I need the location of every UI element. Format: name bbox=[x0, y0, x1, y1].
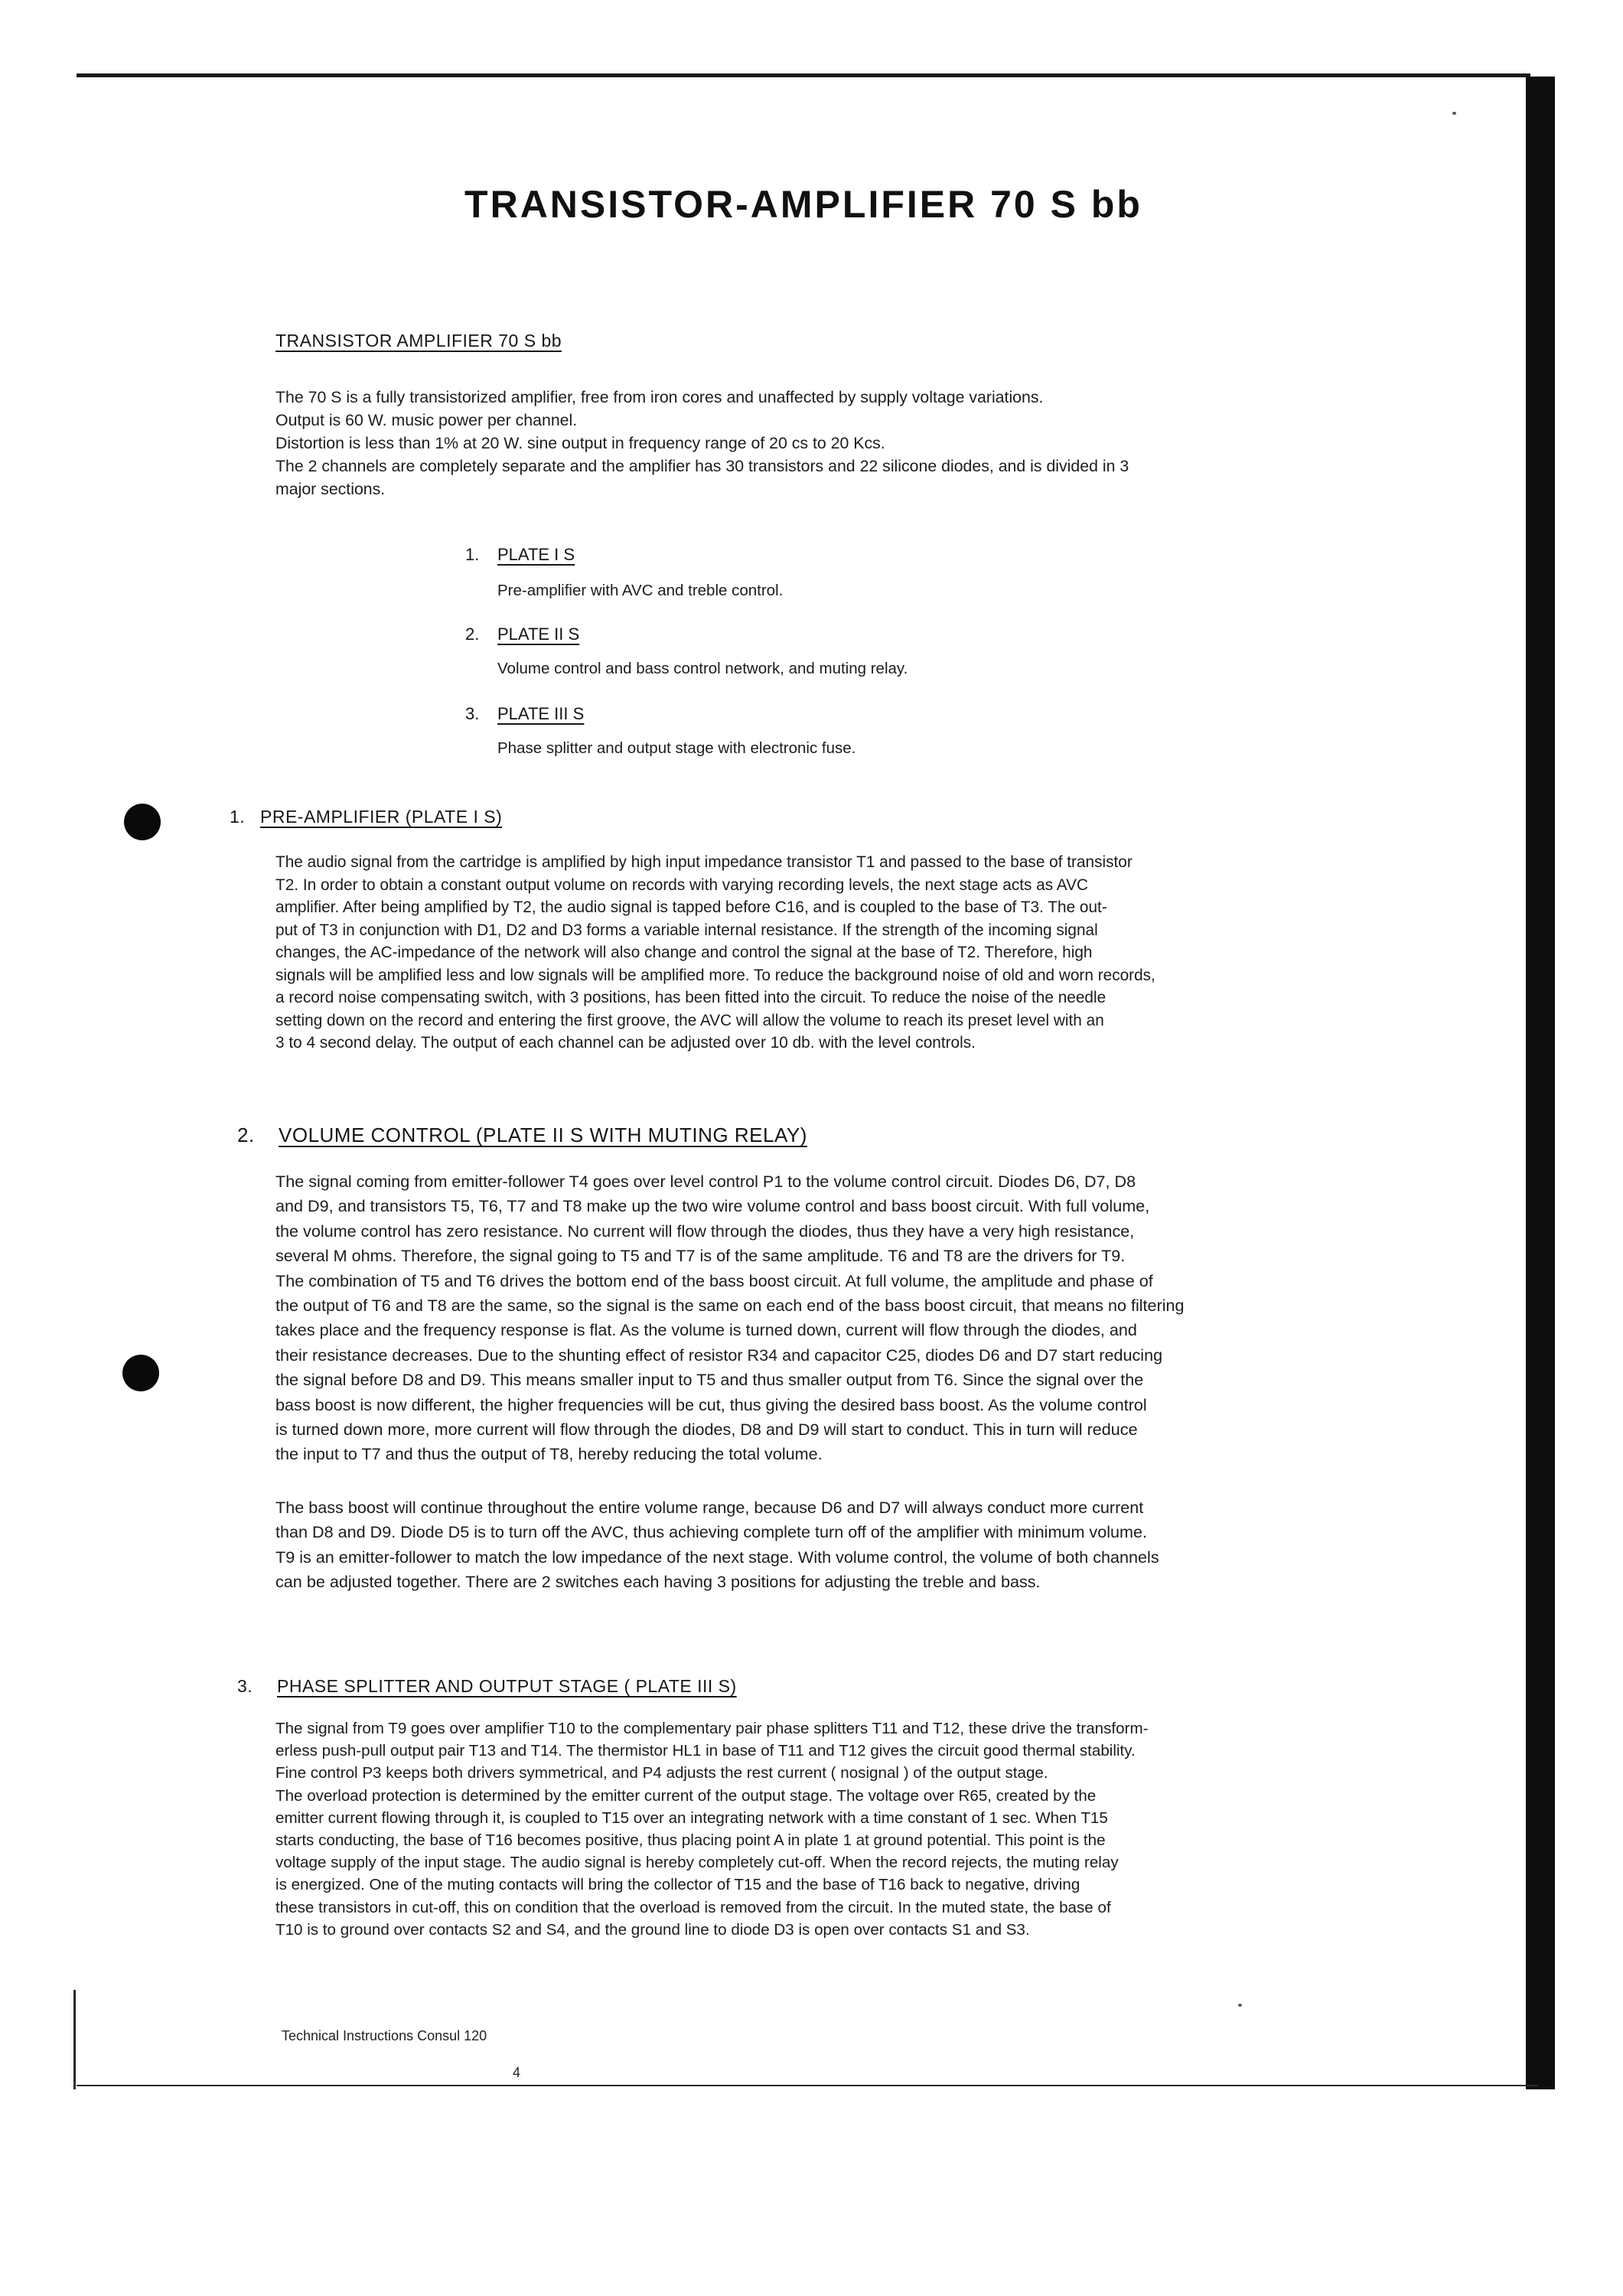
plate-item-3 bbox=[465, 704, 584, 724]
plate-title: PLATE II S bbox=[497, 625, 580, 644]
text-line: voltage supply of the input stage. The audio signal is hereby completely cut-off. When the record rejects, the muting relay bbox=[275, 1854, 1119, 1872]
section-number: 3. bbox=[237, 1676, 253, 1696]
text-line: put of T3 in conjunction with D1, D2 and D3 forms a variable internal resistance. If the strength of the incoming signal bbox=[275, 921, 1098, 939]
intro-heading bbox=[275, 331, 562, 351]
text-line: The audio signal from the cartridge is amplified by high input impedance transistor T1 and passed to the base of transistor bbox=[275, 853, 1133, 871]
section-heading-text: PRE-AMPLIFIER (PLATE I S) bbox=[260, 807, 503, 827]
plate-number: 1. bbox=[465, 545, 480, 564]
text-line: The 2 channels are completely separate and the amplifier has 30 transistors and 22 silicone diodes, and is divided in 3 bbox=[275, 457, 1129, 475]
left-scan-mark bbox=[73, 1990, 76, 2089]
text-line: these transistors in cut-off, this on condition that the overload is removed from the circuit. In the muted state, the base of bbox=[275, 1898, 1111, 1916]
plate-number: 2. bbox=[465, 625, 480, 644]
bottom-border-line bbox=[77, 2085, 1538, 2086]
section-heading-volume-control bbox=[237, 1124, 807, 1147]
punch-hole-bottom bbox=[122, 1355, 159, 1391]
text-line: The signal from T9 goes over amplifier T10 to the complementary pair phase splitters T11 and T12, these drive the transform- bbox=[275, 1720, 1149, 1737]
plate-item-2 bbox=[465, 625, 579, 644]
plate-description: Phase splitter and output stage with electronic fuse. bbox=[497, 739, 856, 757]
section-heading-text: PHASE SPLITTER AND OUTPUT STAGE ( PLATE III S) bbox=[277, 1676, 737, 1696]
text-line: Fine control P3 keeps both drivers symmetrical, and P4 adjusts the rest current ( nosignal ) of the output stage. bbox=[275, 1764, 1048, 1782]
text-line: several M ohms. Therefore, the signal going to T5 and T7 is of the same amplitude. T6 and T8 are the drivers for T9. bbox=[275, 1246, 1126, 1266]
text-line: erless push-pull output pair T13 and T14. The thermistor HL1 in base of T11 and T12 gives the circuit good thermal stability. bbox=[275, 1742, 1136, 1760]
text-line: bass boost is now different, the higher frequencies will be cut, thus giving the desired bass boost. As the volume control bbox=[275, 1394, 1147, 1414]
text-line: Distortion is less than 1% at 20 W. sine output in frequency range of 20 cs to 20 Kcs. bbox=[275, 434, 885, 452]
text-line: amplifier. After being amplified by T2, the audio signal is tapped before C16, and is coupled to the base of T3. The out- bbox=[275, 899, 1107, 916]
text-line: emitter current flowing through it, is coupled to T15 over an integrating network with a time constant of 1 sec. When T15 bbox=[275, 1808, 1108, 1827]
plate-item-1 bbox=[465, 545, 575, 565]
text-line: a record noise compensating switch, with 3 positions, has been fitted into the circuit. To reduce the noise of the needle bbox=[275, 989, 1106, 1006]
text-line: T2. In order to obtain a constant output volume on records with varying recording levels, the next stage acts as AVC bbox=[275, 876, 1088, 894]
text-line: than D8 and D9. Diode D5 is to turn off the AVC, thus achieving complete turn off of the amplifier with minimum volume. bbox=[275, 1522, 1148, 1542]
page-number: 4 bbox=[513, 2065, 521, 2080]
plate-description: Volume control and bass control network, and muting relay. bbox=[497, 660, 908, 677]
section-heading-pre-amplifier bbox=[230, 807, 502, 827]
text-line: T9 is an emitter-follower to match the low impedance of the next stage. With volume control, the volume of both channels bbox=[275, 1547, 1159, 1567]
text-line: the input to T7 and thus the output of T8, hereby reducing the total volume. bbox=[275, 1444, 823, 1464]
text-line: can be adjusted together. There are 2 switches each having 3 positions for adjusting the treble and bass. bbox=[275, 1572, 1041, 1592]
text-line: 3 to 4 second delay. The output of each channel can be adjusted over 10 db. with the level controls. bbox=[275, 1034, 976, 1052]
plate-description: Pre-amplifier with AVC and treble control. bbox=[497, 582, 784, 599]
text-line: Output is 60 W. music power per channel. bbox=[275, 411, 578, 429]
section-paragraph bbox=[275, 1717, 1458, 1941]
text-line: The 70 S is a fully transistorized amplifier, free from iron cores and unaffected by supply voltage variations. bbox=[275, 388, 1044, 406]
text-line: changes, the AC-impedance of the network will also change and control the signal at the base of T2. Therefore, high bbox=[275, 944, 1093, 961]
text-line: and D9, and transistors T5, T6, T7 and T8 make up the two wire volume control and bass boost circuit. With full volume, bbox=[275, 1196, 1150, 1216]
section-paragraph bbox=[275, 1495, 1454, 1595]
document-footer: Technical Instructions Consul 120 bbox=[282, 2028, 487, 2043]
text-line: is energized. One of the muting contacts will bring the collector of T15 and the base of T16 back to negative, driving bbox=[275, 1876, 1080, 1894]
section-number: 1. bbox=[230, 807, 246, 827]
text-line: their resistance decreases. Due to the shunting effect of resistor R34 and capacitor C25, diodes D6 and D7 start reducing bbox=[275, 1345, 1163, 1365]
plate-number: 3. bbox=[465, 704, 480, 723]
text-line: starts conducting, the base of T16 becomes positive, thus placing point A in plate 1 at ground potential. This point is the bbox=[275, 1831, 1106, 1850]
section-paragraph bbox=[275, 1169, 1454, 1467]
section-heading-phase-splitter bbox=[237, 1676, 737, 1697]
text-line: The combination of T5 and T6 drives the bottom end of the bass boost circuit. At full volume, the amplitude and phase of bbox=[275, 1270, 1153, 1290]
text-line: the output of T6 and T8 are the same, so the signal is the same on each end of the bass boost circuit, that means no filtering bbox=[275, 1296, 1185, 1316]
text-line: setting down on the record and entering the first groove, the AVC will allow the volume to reach its preset level with an bbox=[275, 1011, 1104, 1029]
intro-heading-text: TRANSISTOR AMPLIFIER 70 S bb bbox=[275, 331, 562, 351]
text-line: The signal coming from emitter-follower T4 goes over level control P1 to the volume control circuit. Diodes D6, D7, D8 bbox=[275, 1172, 1136, 1191]
section-heading-text: VOLUME CONTROL (PLATE II S WITH MUTING RELAY) bbox=[279, 1124, 807, 1146]
text-line: T10 is to ground over contacts S2 and S4, and the ground line to diode D3 is open over contacts S1 and S3. bbox=[275, 1920, 1030, 1939]
plate-title: PLATE III S bbox=[497, 704, 585, 723]
right-scan-edge bbox=[1526, 77, 1555, 2089]
text-line: is turned down more, more current will flow through the diodes, D8 and D9 will start to conduct. This in turn will reduce bbox=[275, 1420, 1138, 1440]
text-line: The overload protection is determined by the emitter current of the output stage. The voltage over R65, created by the bbox=[275, 1786, 1097, 1805]
plate-title: PLATE I S bbox=[497, 545, 575, 564]
text-line: the volume control has zero resistance. No current will flow through the diodes, thus they have a very high resistance, bbox=[275, 1221, 1135, 1241]
text-line: the signal before D8 and D9. This means smaller input to T5 and thus smaller output from T6. Since the signal over the bbox=[275, 1370, 1144, 1390]
text-line: The bass boost will continue throughout the entire volume range, because D6 and D7 will always conduct more current bbox=[275, 1498, 1144, 1517]
text-line: signals will be amplified less and low signals will be amplified more. To reduce the background noise of old and worn records, bbox=[275, 966, 1155, 984]
punch-hole-top bbox=[124, 804, 161, 840]
text-line: takes place and the frequency response is flat. As the volume is turned down, current will flow through the diodes, and bbox=[275, 1320, 1137, 1340]
section-paragraph bbox=[275, 851, 1450, 1055]
section-number: 2. bbox=[237, 1124, 255, 1146]
text-line: major sections. bbox=[275, 480, 386, 498]
document-title: TRANSISTOR-AMPLIFIER 70 S bb bbox=[464, 183, 1142, 226]
scan-speck bbox=[1452, 112, 1456, 115]
scan-speck bbox=[1238, 2004, 1242, 2007]
top-border-line bbox=[77, 73, 1530, 77]
intro-paragraph bbox=[275, 386, 1400, 501]
